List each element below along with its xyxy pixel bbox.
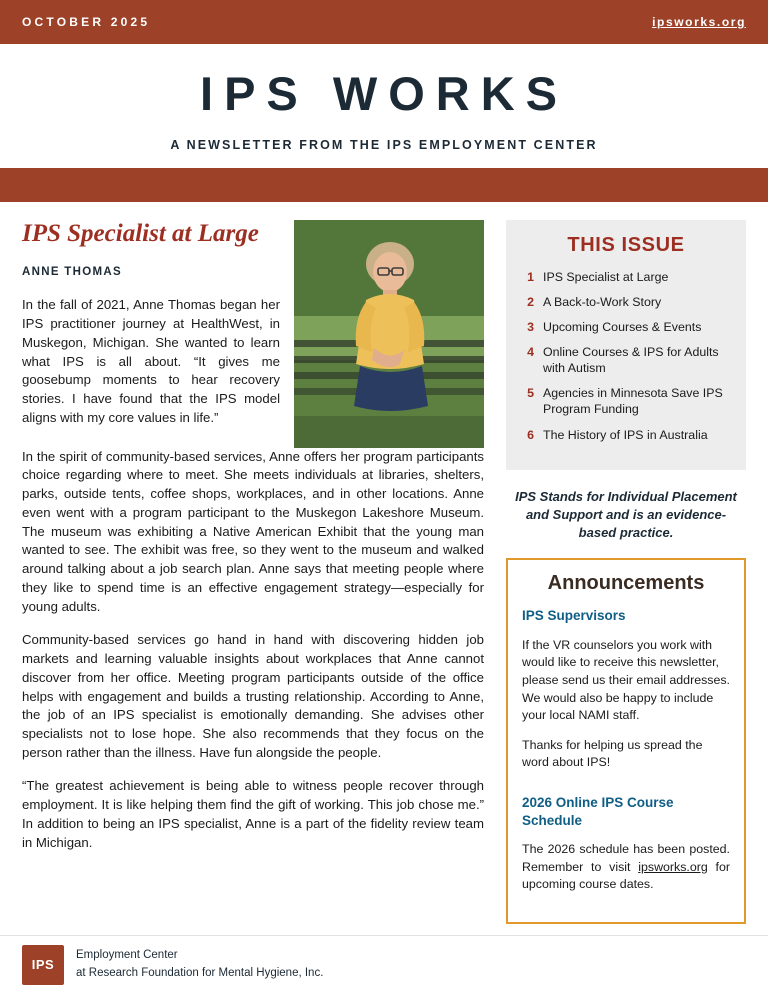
article-paragraph: In the fall of 2021, Anne Thomas began her IPS practitioner journey at HealthWest, in Muskegon, Michigan. She wanted to learn what IPS is all about. “It gives me goosebump moments to hear recovery stories. I have found that the IPS model aligns with my core values in life.” bbox=[22, 297, 280, 425]
announcements-title: Announcements bbox=[547, 572, 705, 595]
announcement-body: If the VR counselors you work with would like to receive this newsletter, please send us their email addresses. We would also be happy to include your local NAMI staff. bbox=[522, 637, 731, 723]
masthead-topbar bbox=[0, 0, 768, 44]
issue-date: OCTOBER 2025 bbox=[22, 15, 151, 29]
article-intro bbox=[22, 220, 280, 448]
item-label: Online Courses & IPS for Adults with Autism bbox=[543, 345, 719, 376]
announcement-body: Thanks for helping us spread the word about IPS! bbox=[522, 737, 703, 770]
newsletter-subtitle: A NEWSLETTER FROM THE IPS EMPLOYMENT CENTER bbox=[170, 137, 598, 152]
page-footer bbox=[0, 935, 768, 993]
list-item[interactable] bbox=[522, 294, 730, 310]
sidebar-column bbox=[506, 220, 746, 924]
item-label: The History of IPS in Australia bbox=[543, 427, 708, 442]
article-paragraph: Community-based services go hand in hand with discovering hidden job markets and learning valuable insights about workplaces that Anne cannot discover from her office. Meeting program participants outside of the office helps with engagement and builds a trusting relationship. According to Anne, the job of an IPS specialist is emotionally demanding. She advises other specialists not to lose hope. She also recommends that they focus on the person rather than the illness. Have fun alongside the people. bbox=[22, 632, 484, 760]
item-number: 5 bbox=[527, 386, 534, 401]
list-item[interactable] bbox=[522, 385, 730, 417]
article-column bbox=[22, 220, 484, 924]
website-link[interactable]: ipsworks.org bbox=[652, 15, 746, 29]
pull-quote: IPS Stands for Individual Placement and Support and is an evidence-based practice. bbox=[515, 488, 737, 541]
item-label: Upcoming Courses & Events bbox=[543, 319, 702, 334]
article-title: IPS Specialist at Large bbox=[22, 219, 259, 247]
list-item[interactable] bbox=[522, 319, 730, 335]
footer-line-1: Employment Center bbox=[76, 949, 178, 962]
list-item[interactable] bbox=[522, 269, 730, 285]
item-label: A Back-to-Work Story bbox=[543, 294, 662, 309]
ipsworks-link[interactable]: ipsworks.org bbox=[638, 859, 708, 874]
item-number: 3 bbox=[527, 319, 534, 334]
footer-line-2: at Research Foundation for Mental Hygiene, Inc. bbox=[76, 966, 324, 979]
article-paragraph: In the spirit of community-based services, Anne offers her program participants choice regarding where to meet. She meets individuals at libraries, shelters, parks, outside tents, coffee shops, workplaces, and in other locations. Anne even went with a program participant to the Muskegon Lakeshore Museum. The museum was exhibiting a Native American Exhibit that the young man wanted to see. The exhibit was free, so they went to the museum and walked around talking about a job search plan. Anne says that meeting people where they like to spend time is an effective engagement strategy—especially for young adults. bbox=[22, 448, 484, 614]
item-number: 4 bbox=[527, 345, 534, 360]
announcement-text-after: for upcoming course dates. bbox=[522, 859, 730, 892]
newsletter-title: IPS WORKS bbox=[200, 67, 568, 120]
article-byline: ANNE THOMAS bbox=[22, 266, 122, 279]
this-issue-list bbox=[522, 269, 730, 443]
masthead-color-band bbox=[0, 168, 768, 202]
item-number: 2 bbox=[527, 294, 534, 309]
article-header bbox=[22, 220, 484, 448]
announcement-heading-supervisors: IPS Supervisors bbox=[522, 608, 626, 624]
announcement-text-before: The 2026 schedule has been posted. Remember to visit bbox=[522, 842, 730, 874]
article-paragraph: “The greatest achievement is being able to witness people recover through employment. It is like helping them find the gift of working. This job chose me.” In addition to being an IPS specialist, Anne is a part of the fidelity review team in Michigan. bbox=[22, 778, 484, 850]
item-label: Agencies in Minnesota Save IPS Program Funding bbox=[543, 386, 723, 417]
masthead bbox=[0, 44, 768, 168]
list-item[interactable] bbox=[522, 344, 730, 376]
footer-org bbox=[76, 947, 323, 982]
page-content bbox=[0, 202, 768, 924]
announcement-heading-course-schedule: 2026 Online IPS Course Schedule bbox=[522, 795, 674, 828]
this-issue-title: THIS ISSUE bbox=[567, 233, 685, 256]
item-label: IPS Specialist at Large bbox=[543, 269, 669, 284]
list-item[interactable] bbox=[522, 427, 730, 443]
this-issue-box bbox=[506, 220, 746, 470]
ips-logo: IPS bbox=[22, 945, 64, 985]
item-number: 1 bbox=[527, 269, 534, 284]
item-number: 6 bbox=[527, 427, 534, 442]
announcement-body-schedule bbox=[522, 841, 730, 894]
article-photo bbox=[294, 220, 484, 448]
announcements-box bbox=[506, 558, 746, 924]
